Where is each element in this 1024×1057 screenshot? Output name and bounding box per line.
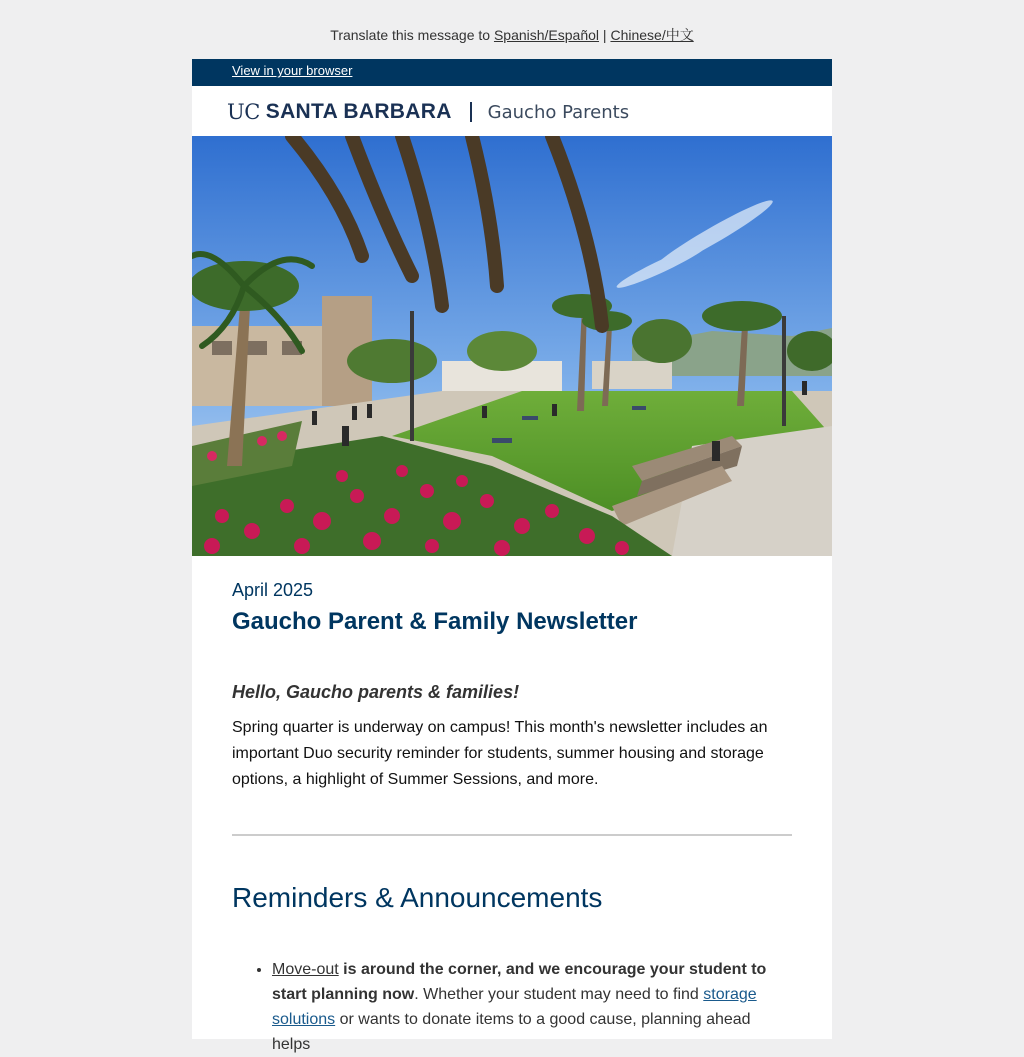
campus-photo-icon [192, 136, 832, 556]
email-body [192, 59, 832, 1053]
translate-bar [0, 25, 1024, 45]
greeting: Hello, Gaucho parents & families! [232, 682, 520, 702]
hero-image [192, 136, 832, 556]
reminder-text-2: or wants to donate items to a good cause, planning ahead helps [272, 1011, 751, 1053]
reminders-list [232, 957, 792, 1057]
view-in-browser-link[interactable]: View in your browser [232, 63, 353, 78]
translate-chinese-link[interactable]: Chinese/中文 [610, 27, 694, 43]
reminder-text-1: . Whether your student may need to find [414, 986, 704, 1003]
logo-divider [470, 102, 472, 122]
newsletter-title: Gaucho Parent & Family Newsletter [232, 608, 638, 635]
newsletter-content [192, 580, 832, 1057]
move-out-link[interactable]: Move-out [272, 961, 339, 978]
logo-subtitle: Gaucho Parents [487, 101, 630, 123]
browser-bar [192, 59, 832, 86]
logo-row [192, 86, 832, 136]
logo-uc: UC [227, 100, 260, 124]
translate-separator: | [599, 27, 611, 43]
storage-solutions-link[interactable]: storage solutions [272, 986, 757, 1028]
translate-prefix: Translate this message to [330, 27, 494, 43]
logo-santa-barbara: SANTA BARBARA [265, 100, 452, 123]
newsletter-date: April 2025 [232, 580, 314, 600]
translate-spanish-link[interactable]: Spanish/Español [493, 27, 600, 43]
list-item [272, 957, 792, 1057]
reminders-heading: Reminders & Announcements [232, 882, 603, 913]
reminder-bold-text: is around the corner, and we encourage your student to start planning now [272, 961, 767, 1003]
section-divider [232, 834, 792, 836]
ucsb-logo[interactable] [227, 100, 629, 124]
intro-paragraph: Spring quarter is underway on campus! This month's newsletter includes an important Duo security reminder for students, summer housing and storage options, a highlight of Summer Sessions, and more. [232, 719, 768, 788]
